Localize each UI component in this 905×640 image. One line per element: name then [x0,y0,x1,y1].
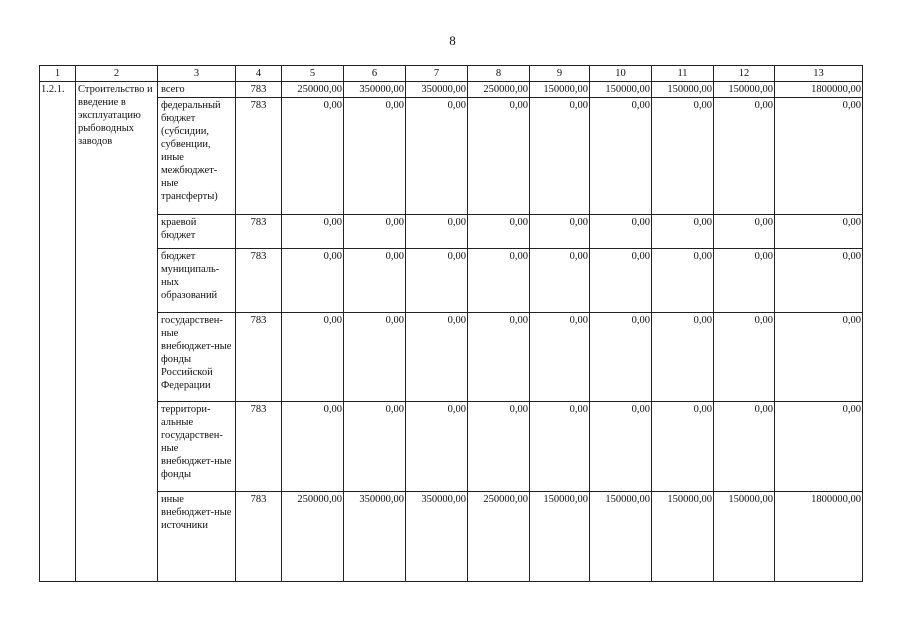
value-cell: 150000,00 [714,82,775,98]
header-cell: 6 [344,66,406,82]
row-index: 1.2.1. [40,82,76,582]
value-cell: 0,00 [714,402,775,492]
value-cell: 0,00 [590,313,652,402]
value-cell: 0,00 [530,98,590,215]
value-cell: 350000,00 [406,492,468,582]
funding-source: бюджет муниципаль-ных образований [158,249,236,313]
header-cell: 7 [406,66,468,82]
header-cell: 10 [590,66,652,82]
value-cell: 0,00 [406,98,468,215]
value-cell: 0,00 [344,313,406,402]
value-cell: 0,00 [775,249,863,313]
funding-source: краевой бюджет [158,215,236,249]
value-cell: 0,00 [775,402,863,492]
value-cell: 0,00 [406,313,468,402]
header-cell: 12 [714,66,775,82]
value-cell: 0,00 [590,249,652,313]
header-cell: 8 [468,66,530,82]
code-cell: 783 [236,313,282,402]
header-row [40,66,863,82]
value-cell: 0,00 [530,215,590,249]
table-row [40,249,863,313]
value-cell: 350000,00 [344,82,406,98]
code-cell: 783 [236,492,282,582]
value-cell: 150000,00 [590,82,652,98]
value-cell: 1800000,00 [775,492,863,582]
value-cell: 0,00 [652,215,714,249]
value-cell: 0,00 [714,313,775,402]
table-row [40,313,863,402]
value-cell: 150000,00 [714,492,775,582]
value-cell: 150000,00 [652,82,714,98]
code-cell: 783 [236,402,282,492]
value-cell: 0,00 [344,98,406,215]
value-cell: 0,00 [714,249,775,313]
header-cell: 2 [76,66,158,82]
value-cell: 0,00 [590,98,652,215]
value-cell: 0,00 [652,402,714,492]
funding-source: государствен-ные внебюджет-ные фонды Российской Федерации [158,313,236,402]
header-cell: 1 [40,66,76,82]
value-cell: 150000,00 [530,82,590,98]
header-cell: 9 [530,66,590,82]
value-cell: 1800000,00 [775,82,863,98]
value-cell: 150000,00 [590,492,652,582]
table-row [40,98,863,215]
value-cell: 250000,00 [468,82,530,98]
value-cell: 0,00 [530,402,590,492]
funding-source: территори-альные государствен-ные внебюджет-ные фонды [158,402,236,492]
funding-source: всего [158,82,236,98]
value-cell: 0,00 [468,215,530,249]
table-row [40,402,863,492]
value-cell: 0,00 [714,98,775,215]
value-cell: 0,00 [282,402,344,492]
header-cell: 5 [282,66,344,82]
value-cell: 0,00 [282,249,344,313]
header-cell: 3 [158,66,236,82]
code-cell: 783 [236,98,282,215]
value-cell: 0,00 [652,98,714,215]
value-cell: 350000,00 [406,82,468,98]
value-cell: 250000,00 [282,492,344,582]
code-cell: 783 [236,249,282,313]
value-cell: 0,00 [344,402,406,492]
value-cell: 0,00 [344,215,406,249]
table-row [40,492,863,582]
value-cell: 0,00 [406,402,468,492]
value-cell: 350000,00 [344,492,406,582]
value-cell: 0,00 [652,313,714,402]
funding-source: федеральный бюджет (субсидии, субвенции, иные межбюджет-ные трансферты) [158,98,236,215]
value-cell: 0,00 [775,98,863,215]
value-cell: 250000,00 [282,82,344,98]
row-name: Строительство и введение в эксплуатацию рыбоводных заводов [76,82,158,582]
value-cell: 0,00 [468,313,530,402]
header-cell: 11 [652,66,714,82]
header-cell: 13 [775,66,863,82]
value-cell: 0,00 [468,98,530,215]
header-cell: 4 [236,66,282,82]
value-cell: 150000,00 [530,492,590,582]
value-cell: 0,00 [468,402,530,492]
funding-source: иные внебюджет-ные источники [158,492,236,582]
value-cell: 0,00 [282,215,344,249]
value-cell: 0,00 [714,215,775,249]
page-number: 8 [449,33,456,48]
value-cell: 250000,00 [468,492,530,582]
value-cell: 150000,00 [652,492,714,582]
table-row [40,82,863,98]
value-cell: 0,00 [530,249,590,313]
value-cell: 0,00 [406,249,468,313]
budget-table [39,65,863,582]
code-cell: 783 [236,82,282,98]
code-cell: 783 [236,215,282,249]
value-cell: 0,00 [652,249,714,313]
value-cell: 0,00 [775,215,863,249]
value-cell: 0,00 [468,249,530,313]
table-row [40,215,863,249]
value-cell: 0,00 [406,215,468,249]
value-cell: 0,00 [590,402,652,492]
value-cell: 0,00 [282,313,344,402]
value-cell: 0,00 [590,215,652,249]
value-cell: 0,00 [344,249,406,313]
value-cell: 0,00 [775,313,863,402]
value-cell: 0,00 [530,313,590,402]
value-cell: 0,00 [282,98,344,215]
